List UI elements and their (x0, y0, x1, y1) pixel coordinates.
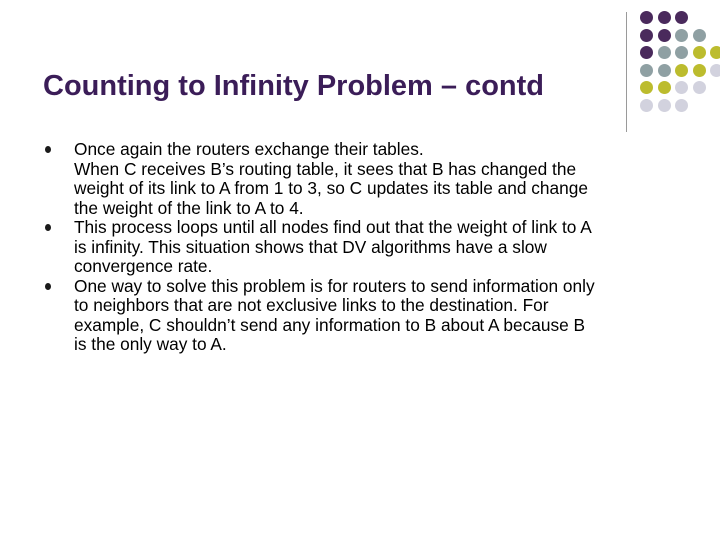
decorative-dot (693, 29, 706, 42)
divider-line (626, 12, 627, 132)
decorative-dot (675, 11, 688, 24)
bullet-text-line: weight of its link to A from 1 to 3, so C updates its table and change (74, 178, 588, 198)
bullet-list (44, 140, 674, 355)
decorative-dot (658, 64, 671, 77)
decorative-dot (658, 29, 671, 42)
decorative-dot (658, 81, 671, 94)
decorative-dot (640, 46, 653, 59)
bullet-text-line: is the only way to A. (74, 334, 227, 354)
decorative-dot (658, 99, 671, 112)
decorative-dot (640, 29, 653, 42)
bullet-text-line: convergence rate. (74, 256, 213, 276)
bullet-item (44, 140, 674, 218)
bullet-text-line: Once again the routers exchange their tables. (74, 139, 424, 159)
bullet-text-line: One way to solve this problem is for routers to send information only (74, 275, 595, 296)
decorative-dot (710, 46, 720, 59)
bullet-text-line: This process loops until all nodes find out that the weight of link to A (74, 217, 592, 237)
decorative-dot (675, 46, 688, 59)
decorative-dot (710, 64, 720, 77)
bullet-text-line: the weight of the link to A to 4. (74, 197, 304, 218)
decorative-dot (675, 64, 688, 77)
bullet-text-line: is infinity. This situation shows that DV algorithms have a slow (74, 236, 547, 257)
bullet-item (44, 218, 674, 277)
decorative-dot (675, 29, 688, 42)
decorative-dot (640, 81, 653, 94)
decorative-dot (693, 81, 706, 94)
decorative-dot (675, 99, 688, 112)
slide-title: Counting to Infinity Problem – contd (43, 70, 545, 102)
decorative-dot (658, 46, 671, 59)
decorative-dot (640, 99, 653, 112)
bullet-dot-icon (45, 283, 51, 290)
decorative-dot (640, 64, 653, 77)
bullet-item (44, 277, 674, 355)
bullet-text-line: When C receives B’s routing table, it sees that B has changed the (74, 158, 577, 179)
bullet-text-line: to neighbors that are not exclusive links to the destination. For (74, 295, 549, 315)
decorative-dot (675, 81, 688, 94)
bullet-text-line: example, C shouldn’t send any information to B about A because B (74, 314, 586, 335)
decorative-dot (640, 11, 653, 24)
decorative-dot (658, 11, 671, 24)
decorative-dot (693, 64, 706, 77)
decorative-dot (693, 46, 706, 59)
bullet-dot-icon (45, 146, 51, 153)
bullet-dot-icon (45, 224, 51, 231)
